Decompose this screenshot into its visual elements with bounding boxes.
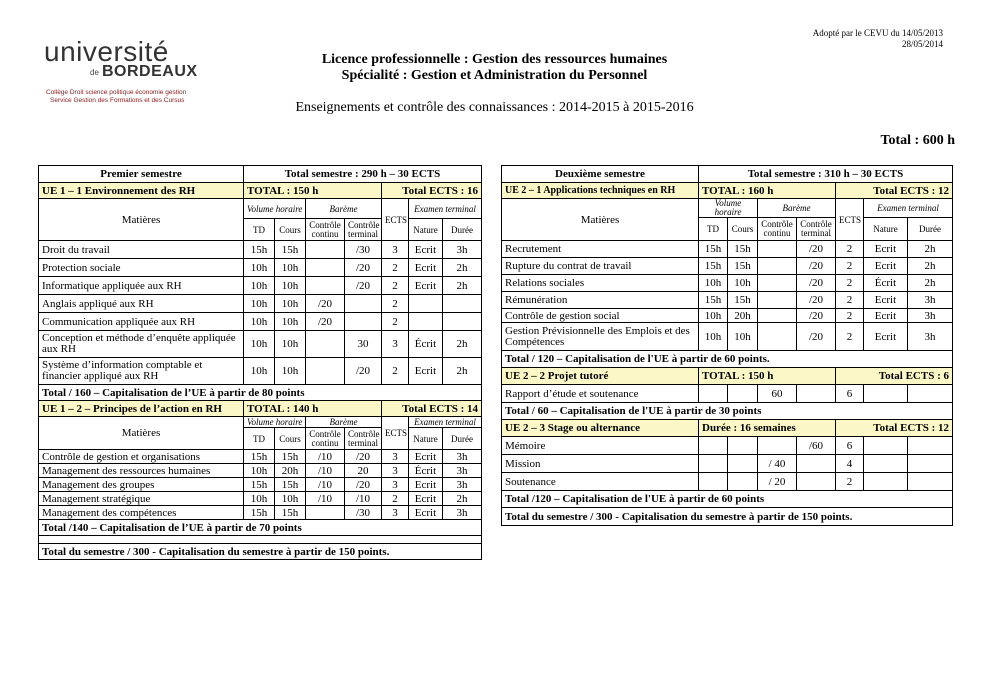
grand-total: Total : 600 h [880,133,955,148]
logo-bordeaux: BORDEAUX [102,63,198,80]
td-hours-cell: 15h [699,241,728,258]
table-row [39,450,482,464]
td-header: TD [244,219,275,241]
exam-nature-cell: Ecrit [864,258,908,275]
td-hours-cell [699,437,728,455]
table-row [502,292,953,309]
matieres-header: Matières [39,199,244,241]
controle-terminal-cell: /20 [797,309,836,323]
subject-cell: Management stratégique [39,492,244,506]
ue-1-2-ects: Total ECTS : 14 [382,401,482,417]
subject-cell: Management des compétences [39,506,244,520]
exam-duree-cell: 3h [443,506,482,520]
adoption-line-1: Adopté par le CEVU du 14/05/2013 [812,28,943,38]
document-subtitle: Enseignements et contrôle des connaissances : 2014-2015 à 2015-2016 [295,100,694,115]
td-hours-cell: 10h [244,277,275,295]
controle-continu-cell: / 40 [758,455,797,473]
subject-cell: Contrôle de gestion social [502,309,699,323]
ue-2-3-ects: Total ECTS : 12 [836,420,953,437]
exam-nature-cell: Ecrit [409,450,443,464]
td-hours-cell: 15h [699,258,728,275]
semester-1-total: Total semestre : 290 h – 30 ECTS [244,166,482,183]
ue-2-3-footer: Total /120 – Capitalisation de l'UE à partir de 60 points [502,491,953,508]
cours-hours-cell: 10h [728,275,758,292]
logo-universite: université [44,36,169,67]
controle-terminal-cell [797,473,836,491]
ects-cell: 2 [382,259,409,277]
controle-terminal-cell: 30 [345,331,382,358]
controle-terminal-cell: /20 [345,259,382,277]
ects-cell: 3 [382,464,409,478]
cours-hours-cell [728,473,758,491]
td-hours-cell: 15h [244,506,275,520]
ct-header: Contrôle terminal [345,219,382,241]
table-row [502,455,953,473]
cours-header: Cours [275,428,306,450]
controle-continu-cell: /20 [306,313,345,331]
semester-2-total: Total semestre : 310 h – 30 ECTS [699,166,953,183]
ue-1-1-rows [39,241,482,385]
ue-2-1-name: UE 2 – 1 Applications techniques en RH [502,183,699,199]
controle-terminal-cell: 20 [345,464,382,478]
cours-hours-cell: 10h [275,313,306,331]
subject-cell: Protection sociale [39,259,244,277]
exam-nature-cell: Ecrit [409,358,443,385]
table-row [39,331,482,358]
adoption-note [813,28,943,50]
td-hours-cell: 10h [244,464,275,478]
exam-nature-cell: Ecrit [409,241,443,259]
exam-duree-cell: 2h [443,492,482,506]
ue-2-3-hours: Durée : 16 semaines [699,420,836,437]
table-row [502,275,953,292]
td-hours-cell: 10h [244,331,275,358]
ects-cell: 2 [836,241,864,258]
matieres-header: Matières [502,199,699,241]
subject-cell: Droit du travail [39,241,244,259]
ects-cell: 2 [836,323,864,351]
ects-cell: 3 [382,331,409,358]
cours-hours-cell: 10h [275,358,306,385]
exam-nature-cell: Ecrit [409,277,443,295]
ects-header: ECTS [382,199,409,241]
subject-cell: Management des ressources humaines [39,464,244,478]
subject-cell: Rupture du contrat de travail [502,258,699,275]
exam-nature-cell: Ecrit [409,259,443,277]
ects-cell: 2 [836,292,864,309]
controle-terminal-cell: /10 [345,492,382,506]
semester-1-title: Premier semestre [39,166,244,183]
ct-header: Contrôle terminal [797,218,836,241]
semester-2-footer: Total du semestre / 300 - Capitalisation du semestre à partir de 150 points. [502,508,953,526]
controle-terminal-cell: /20 [797,323,836,351]
cours-hours-cell: 10h [728,323,758,351]
td-hours-cell: 15h [244,478,275,492]
controle-continu-cell: /10 [306,464,345,478]
subject-cell: Système d’information comptable et financier appliqué aux RH [39,358,244,385]
ects-cell: 2 [382,492,409,506]
examen-header: Examen terminal [864,199,953,218]
ue-2-3-name: UE 2 – 3 Stage ou alternance [502,420,699,437]
exam-duree-cell: 2h [443,277,482,295]
controle-terminal-cell [797,455,836,473]
subject-cell: Gestion Prévisionnelle des Emplois et des Compétences [502,323,699,351]
duree-header: Durée [443,428,482,450]
examen-header: Examen terminal [409,199,482,219]
ue-2-2-subject: Rapport d’étude et soutenance [502,385,699,403]
cours-hours-cell: 15h [728,241,758,258]
td-hours-cell: 15h [244,450,275,464]
ects-cell: 2 [382,277,409,295]
exam-duree-cell: 3h [443,464,482,478]
ue-2-1-hours: TOTAL : 160 h [699,183,836,199]
subject-cell: Anglais appliqué aux RH [39,295,244,313]
ects-cell: 3 [382,450,409,464]
td-hours-cell: 10h [244,492,275,506]
td-header: TD [699,218,728,241]
cours-hours-cell: 15h [275,450,306,464]
cours-hours-cell [728,437,758,455]
subject-cell: Management des groupes [39,478,244,492]
controle-continu-cell [758,323,797,351]
exam-nature-cell [409,313,443,331]
ue-2-2-footer: Total / 60 – Capitalisation de l'UE à partir de 30 points [502,403,953,420]
exam-nature-cell: Écrit [409,464,443,478]
controle-continu-cell: /10 [306,478,345,492]
exam-nature-cell: Ecrit [864,309,908,323]
td-hours-cell [699,473,728,491]
ue-1-1-ects: Total ECTS : 16 [382,183,482,199]
controle-terminal-cell: /30 [345,241,382,259]
cours-header: Cours [728,218,758,241]
exam-nature-cell: Ecrit [409,506,443,520]
subject-cell: Rémunération [502,292,699,309]
controle-terminal-cell: /20 [797,292,836,309]
exam-nature-cell [864,473,908,491]
ue-2-1-ects: Total ECTS : 12 [836,183,953,199]
cc-header: Contrôle continu [758,218,797,241]
ects-header: ECTS [382,417,409,450]
ct-header: Contrôle terminal [345,428,382,450]
ue-1-1-footer: Total / 160 – Capitalisation de l’UE à partir de 80 points [39,385,482,401]
ects-cell: 2 [836,258,864,275]
ue-2-1-rows [502,241,953,351]
controle-terminal-cell: /20 [797,258,836,275]
nature-header: Nature [409,219,443,241]
exam-nature-cell: Ecrit [864,241,908,258]
table-row [39,492,482,506]
subject-cell: Communication appliquée aux RH [39,313,244,331]
cours-hours-cell: 15h [275,506,306,520]
cours-header: Cours [275,219,306,241]
exam-nature-cell: Ecrit [864,323,908,351]
ects-cell: 3 [382,478,409,492]
exam-duree-cell [908,455,953,473]
exam-nature-cell: Ecrit [864,292,908,309]
controle-continu-cell: / 20 [758,473,797,491]
cours-hours-cell: 15h [728,292,758,309]
controle-continu-cell [306,259,345,277]
volume-header: Volume horaire [244,417,306,428]
exam-nature-cell: Écrit [864,275,908,292]
semester-1-table [38,165,482,560]
subject-cell: Soutenance [502,473,699,491]
ue-2-2-ects: Total ECTS : 6 [836,368,953,385]
ue-2-3-rows [502,437,953,491]
nature-header: Nature [864,218,908,241]
adoption-line-2: 28/05/2014 [901,39,943,49]
td-hours-cell: 15h [699,292,728,309]
controle-continu-cell [306,358,345,385]
controle-terminal-cell: /20 [345,478,382,492]
ects-cell: 2 [382,295,409,313]
controle-continu-cell [758,275,797,292]
ects-cell: 2 [836,309,864,323]
td-hours-cell: 10h [699,323,728,351]
subject-cell: Conception et méthode d’enquête appliquée aux RH [39,331,244,358]
controle-terminal-cell: /60 [797,437,836,455]
volume-header: Volume horaire [699,199,758,218]
cours-hours-cell: 10h [275,277,306,295]
exam-nature-cell [409,295,443,313]
ects-header: ECTS [836,199,864,241]
exam-duree-cell: 2h [443,259,482,277]
ue-1-2-name: UE 1 – 2 – Principes de l’action en RH [39,401,244,417]
ects-cell: 2 [382,358,409,385]
controle-continu-cell [306,277,345,295]
logo-de: de [90,68,99,77]
ects-cell: 2 [836,473,864,491]
exam-duree-cell [908,437,953,455]
duree-header: Durée [908,218,953,241]
table-row [39,295,482,313]
ects-cell: 2 [836,275,864,292]
bareme-header: Barème [306,417,382,428]
table-row [502,323,953,351]
controle-continu-cell [758,437,797,455]
ue-1-2-footer: Total /140 – Capitalisation de l’UE à partir de 70 points [39,520,482,536]
controle-continu-cell [306,506,345,520]
logo-college: Collège Droit science politique économie gestion [46,89,187,96]
td-hours-cell: 10h [699,309,728,323]
controle-terminal-cell: /20 [345,358,382,385]
exam-duree-cell: 2h [908,275,953,292]
controle-terminal-cell [345,313,382,331]
cours-hours-cell [728,455,758,473]
td-hours-cell: 15h [244,241,275,259]
table-row [39,358,482,385]
bareme-header: Barème [758,199,836,218]
exam-nature-cell: Ecrit [409,478,443,492]
table-row [39,506,482,520]
cours-hours-cell: 10h [275,331,306,358]
table-row [502,241,953,258]
exam-duree-cell: 3h [443,478,482,492]
cours-hours-cell: 10h [275,259,306,277]
exam-duree-cell: 2h [443,331,482,358]
exam-duree-cell: 3h [908,309,953,323]
td-hours-cell: 10h [699,275,728,292]
exam-duree-cell: 2h [908,258,953,275]
cc-header: Contrôle continu [306,219,345,241]
table-row [502,437,953,455]
ue-2-2-name: UE 2 – 2 Projet tutoré [502,368,699,385]
controle-continu-cell [758,241,797,258]
duree-header: Durée [443,219,482,241]
controle-terminal-cell: /20 [345,277,382,295]
controle-continu-cell [758,309,797,323]
semester-1-footer: Total du semestre / 300 - Capitalisation du semestre à partir de 150 points. [39,544,482,560]
subject-cell: Mémoire [502,437,699,455]
ue-2-2-hours: TOTAL : 150 h [699,368,836,385]
table-row [39,241,482,259]
exam-duree-cell [443,313,482,331]
controle-continu-cell: /10 [306,450,345,464]
table-row [502,309,953,323]
ects-cell: 3 [382,506,409,520]
table-row [502,258,953,275]
table-row [39,313,482,331]
controle-continu-cell [306,331,345,358]
controle-terminal-cell: /20 [797,241,836,258]
subject-cell: Mission [502,455,699,473]
cours-hours-cell: 20h [728,309,758,323]
subject-cell: Informatique appliquée aux RH [39,277,244,295]
bareme-header: Barème [306,199,382,219]
ue-1-1-name: UE 1 – 1 Environnement des RH [39,183,244,199]
exam-duree-cell: 3h [908,323,953,351]
semester-2-title: Deuxième semestre [502,166,699,183]
exam-nature-cell: Écrit [409,331,443,358]
cours-hours-cell: 15h [275,478,306,492]
table-row [502,473,953,491]
cours-hours-cell: 15h [275,241,306,259]
controle-terminal-cell: /20 [797,275,836,292]
table-row [39,478,482,492]
td-hours-cell [699,455,728,473]
exam-duree-cell: 3h [443,450,482,464]
td-header: TD [244,428,275,450]
td-hours-cell: 10h [244,295,275,313]
subject-cell: Contrôle de gestion et organisations [39,450,244,464]
ue-1-1-hours: TOTAL : 150 h [244,183,382,199]
exam-duree-cell: 3h [908,292,953,309]
ue-2-2-ects: 6 [836,385,864,403]
cours-hours-cell: 20h [275,464,306,478]
controle-continu-cell [306,241,345,259]
td-hours-cell: 10h [244,358,275,385]
exam-nature-cell [864,455,908,473]
controle-continu-cell: /20 [306,295,345,313]
cours-hours-cell: 10h [275,492,306,506]
subject-cell: Recrutement [502,241,699,258]
subject-cell: Relations sociales [502,275,699,292]
exam-duree-cell [908,473,953,491]
ects-cell: 4 [836,455,864,473]
table-row [39,277,482,295]
controle-continu-cell [758,258,797,275]
ue-1-2-hours: TOTAL : 140 h [244,401,382,417]
exam-duree-cell [443,295,482,313]
examen-header: Examen terminal [409,417,482,428]
td-hours-cell: 10h [244,259,275,277]
exam-nature-cell: Ecrit [409,492,443,506]
exam-duree-cell: 2h [908,241,953,258]
ects-cell: 2 [382,313,409,331]
exam-duree-cell: 2h [443,358,482,385]
ue-2-2-cc: 60 [758,385,797,403]
controle-terminal-cell: /20 [345,450,382,464]
document-speciality: Spécialité : Gestion et Administration du Personnel [341,68,648,83]
ue-2-1-footer: Total / 120 – Capitalisation de l'UE à partir de 60 points. [502,351,953,368]
exam-duree-cell: 3h [443,241,482,259]
controle-terminal-cell: /30 [345,506,382,520]
cours-hours-cell: 10h [275,295,306,313]
table-row [39,259,482,277]
ue-1-2-rows [39,450,482,520]
document-title: Licence professionnelle : Gestion des ressources humaines [321,52,668,67]
exam-nature-cell [864,437,908,455]
cc-header: Contrôle continu [306,428,345,450]
cours-hours-cell: 15h [728,258,758,275]
logo-service: Service Gestion des Formations et des Cursus [50,97,185,104]
controle-continu-cell: /10 [306,492,345,506]
td-hours-cell: 10h [244,313,275,331]
semester-2-table [501,165,953,526]
volume-header: Volume horaire [244,199,306,219]
ects-cell: 6 [836,437,864,455]
ects-cell: 3 [382,241,409,259]
controle-continu-cell [758,292,797,309]
nature-header: Nature [409,428,443,450]
matieres-header: Matières [39,417,244,450]
table-row [39,464,482,478]
controle-terminal-cell [345,295,382,313]
